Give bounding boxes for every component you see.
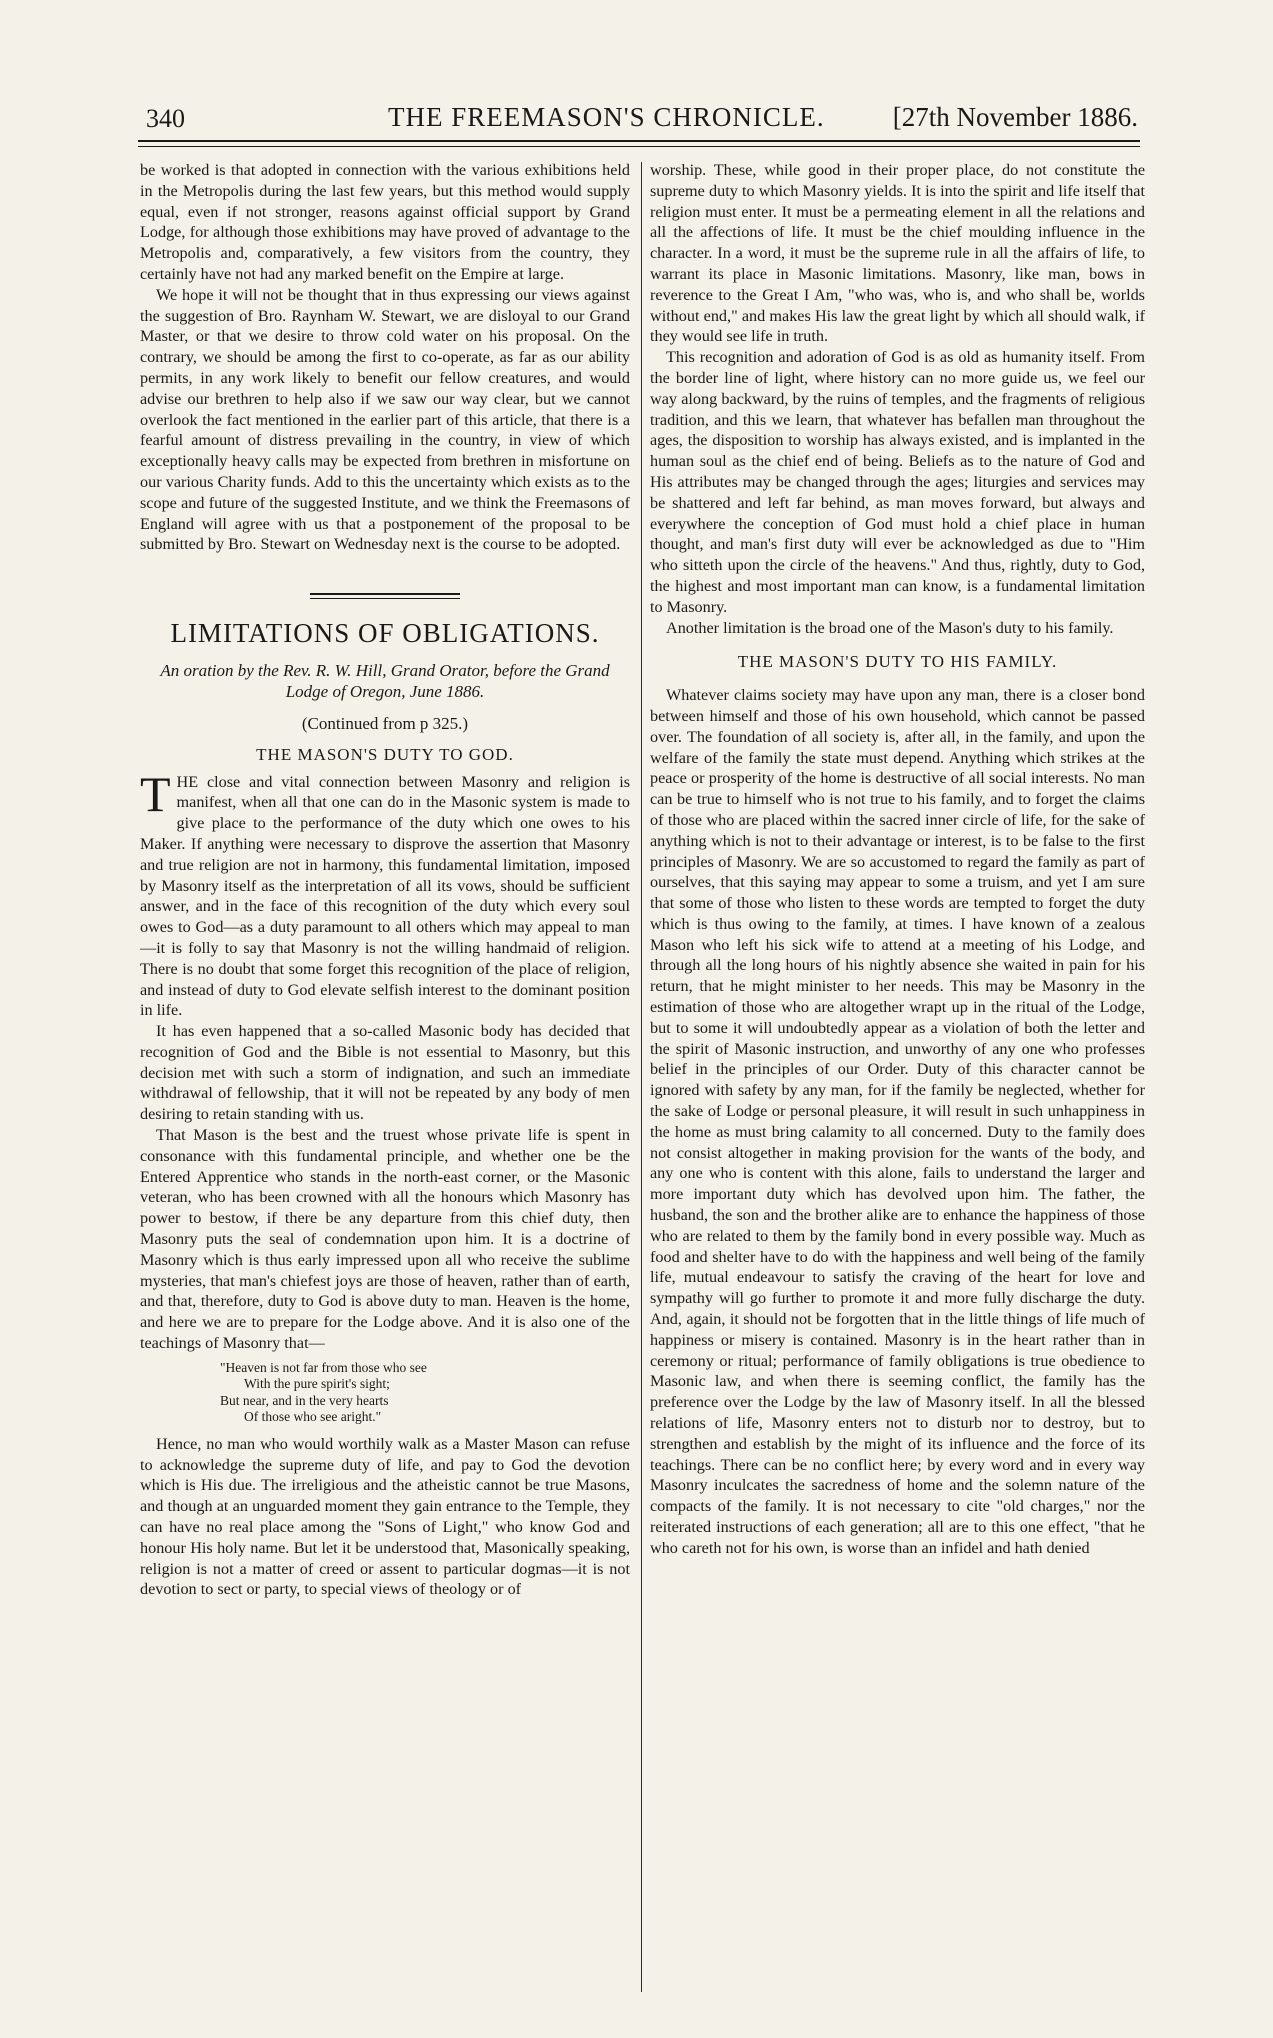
drop-cap: T: [140, 765, 171, 822]
verse-line: But near, and in the very hearts: [220, 1392, 389, 1408]
paragraph: be worked is that adopted in connection with the various exhibitions held in the Metropolis during the last few years, but this method would supply equal, even if not stronger, reasons against official support by Grand Lodge, for although those exhibitions may have proved of advantage to the Metropolis and, comparatively, a few visitors from the country, they certainly have not had any marked benefit on the Empire at large.: [140, 161, 630, 283]
left-column: [140, 160, 630, 1600]
byline: An oration by the Rev. R. W. Hill, Grand Orator, before the Grand Lodge of Oregon, June 1886.: [160, 660, 610, 701]
paragraph: Another limitation is the broad one of the Mason's duty to his family.: [666, 618, 1114, 637]
page-number: 340: [146, 104, 185, 133]
paragraph: Hence, no man who would worthily walk as a Master Mason can refuse to acknowledge the supreme duty of life, and pay to God the devotion which is His due. The irreligious and the atheistic cannot be true Masons, and though at an unguarded moment they gain entrance to the Temple, they can have no real place among the "Sons of Light," who know God and honour His holy name. But let it be understood that, Masonically speaking, religion is not a matter of creed or assent to particular dogmas—it is not devotion to sect or party, to special views of theology or of: [140, 1434, 630, 1599]
right-column: [650, 160, 1145, 1559]
paragraph: It has even happened that a so-called Masonic body has decided that recognition of God and the Bible is not essential to Masonry, but this decision met with such a storm of indignation, and such an immediate withdrawal of fellowship, that it will not be repeated by any body of men desiring to retain standing with us.: [140, 1022, 630, 1124]
subheading-duty-to-family: THE MASON'S DUTY TO HIS FAMILY.: [737, 652, 1058, 672]
verse-line: Of those who see aright.": [244, 1409, 382, 1425]
masthead: THE FREEMASON'S CHRONICLE.: [388, 102, 825, 132]
subheading-duty-to-god: THE MASON'S DUTY TO GOD.: [256, 744, 514, 764]
page-header: [138, 100, 1138, 140]
header-rule: [138, 140, 1140, 147]
first-paragraph: [140, 765, 630, 1022]
paragraph: This recognition and adoration of God is as old as humanity itself. From the border line of light, where history can no more guide us, we feel our way along backward, by the ruins of temples, and the fragments of religious tradition, and this we learn, that whatever has befallen man throughout the ages, the disposition to worship has always existed, and is implanted in the human soul as the chief end of being. Beliefs as to the nature of God and His attributes may be changed through the ages; liturgies and services may be shattered and left far behind, as man moves forward, but always and everywhere the conception of God must hold a chief place in human thought, and man's first duty will ever be acknowledged as due to "Him who sitteth upon the circle of the heavens." And thus, rightly, duty to God, the highest and most important man can know, is a fundamental limitation to Masonry.: [650, 348, 1145, 616]
verse-line: "Heaven is not far from those who see: [220, 1359, 427, 1375]
section-separator: [310, 593, 460, 599]
verse-line: With the pure spirit's sight;: [244, 1376, 390, 1392]
paragraph: That Mason is the best and the truest whose private life is spent in consonance with this fundamental principle, and whether one be the Entered Apprentice who stands in the north-east corner, or the Masonic veteran, who has been crowned with all the honours which Masonry has power to bestow, if there be any departure from this chief duty, then Masonry puts the seal of condemnation upon him. It is a doctrine of Masonry which is thus early impressed upon all who receive the sublime mysteries, that man's chiefest joys are those of heaven, rather than of earth, and that, therefore, duty to God is above duty to man. Heaven is the home, and here we are to prepare for the Lodge above. And it is also one of the teachings of Masonry that—: [140, 1126, 630, 1353]
first-paragraph-text: HE close and vital connection between Masonry and religion is manifest, when all that one can do in the Masonic system is made to give place to the performance of the duty which one owes to his Maker. If anything were necessary to disprove the assertion that Masonry and true religion are not in harmony, this fundamental limitation, imposed by Masonry itself as the interpretation of all its vows, should be sufficient answer, and in the face of this recognition of the duty which every soul owes to God—as a duty paramount to all others which may appeal to man—it is folly to say that Masonry is not the willing handmaid of religion. There is no doubt that some forget this recognition of the place of religion, and instead of duty to God elevate selfish interest to the dominant position in life.: [140, 772, 630, 1020]
paragraph: worship. These, while good in their proper place, do not constitute the supreme duty to which Masonry yields. It is into the spirit and life itself that religion must enter. It must be a permeating element in all the relations and all the affections of life. It must be the chief moulding influence in the character. In a word, it must be the supreme rule in all the affairs of life, to warrant its place in Masonic limitations. Masonry, like man, bows in reverence to the Great I Am, "who was, who is, and who shall be, worlds without end," and makes His law the great light by which all should walk, if they would see life in truth.: [650, 161, 1145, 346]
paragraph: We hope it will not be thought that in thus expressing our views against the suggestion of Bro. Raynham W. Stewart, we are disloyal to our Grand Master, or that we desire to throw cold water on his proposal. On the contrary, we should be among the first to co-operate, as far as our ability permits, in any work likely to benefit our fellow creatures, and would advise our brethren to help also if we saw our way clear, but we cannot overlook the fact mentioned in the earlier part of this article, that there is a fearful amount of distress prevailing in the country, in view of which exceptionally heavy calls may be expected from brethren in misfortune on our various Charity funds. Add to this the uncertainty which exists as to the scope and future of the suggested Institute, and we think the Freemasons of England will agree with us that a postponement of the proposal to be submitted by Bro. Stewart on Wednesday next is the course to be adopted.: [140, 285, 630, 554]
verse-quote: [220, 1360, 630, 1426]
article-title: LIMITATIONS OF OBLIGATIONS.: [170, 618, 600, 649]
paragraph: Whatever claims society may have upon any man, there is a closer bond between himself and those of his own household, which cannot be passed over. The foundation of all society is, after all, in the family, and upon the welfare of the family the state must depend. Anything which strikes at the peace or prosperity of the home is destructive of all social interests. No man can be true to himself who is not true to his family, and to forget the claims of those who are placed within the sacred inner circle of life, for the sake of anything which is not to their advantage or interest, is to be false to the first principles of Masonry. We are so accustomed to regard the family as part of ourselves, that this saying may appear to some a truism, and yet I am sure that some of those who listen to these words are tempted to forget the duty which is thus owing to the family, at times. I have known of a zealous Mason who left his sick wife to attend at a meeting of his Lodge, and through all the long hours of his nightly absence she waited in pain for his return, that he might minister to her needs. This may be Masonry in the estimation of those who are altogether wrapt up in the ritual of the Lodge, but to some it will undoubtedly appear as a violation of both the letter and the spirit of Masonic instruction, and unworthy of any one who professes belief in the principles of our Order. Duty of this character cannot be ignored with safety by any man, for if the family be neglected, whether for the sake of Lodge or personal pleasure, it will result in such unhappiness in the home as must bring calamity to all concerned. Duty to the family does not consist altogether in making provision for the wants of the body, and any one who is content with this alone, fails to understand the larger and more important duty which has devolved upon him. The father, the husband, the son and the brother alike are to enhance the happiness of those who are related to them by the family bond in every possible way. Much as food and shelter have to do with the happiness and well being of the family life, mutual endeavour to satisfy the craving of the heart for love and sympathy will go further to promote it and more fully discharge the duty. And, again, it should not be forgotten that in the little things of life much of happiness or misery is contained. Masonry is in the heart rather than in ceremony or ritual; performance of family obligations is true obedience to Masonic law, and when there is seeming conflict, the family has the preference over the Lodge by the law of Masonry itself. In all the blessed relations of life, Masonry enters not to disturb nor to destroy, but to strengthen and establish by the might of its influence and the force of its teachings. There can be no conflict here; by every word and in every way Masonry inculcates the sacredness of home and the solemn nature of the compacts of the family. It is not necessary to cite "old charges," nor the reiterated instructions of each generation; all are to this one effect, "that he who careth not for his own, is worse than an infidel and hath denied: [650, 686, 1145, 1557]
column-divider: [641, 162, 642, 1992]
issue-date: [27th November 1886.: [892, 102, 1138, 132]
continued-note: (Continued from p 325.): [301, 713, 469, 733]
